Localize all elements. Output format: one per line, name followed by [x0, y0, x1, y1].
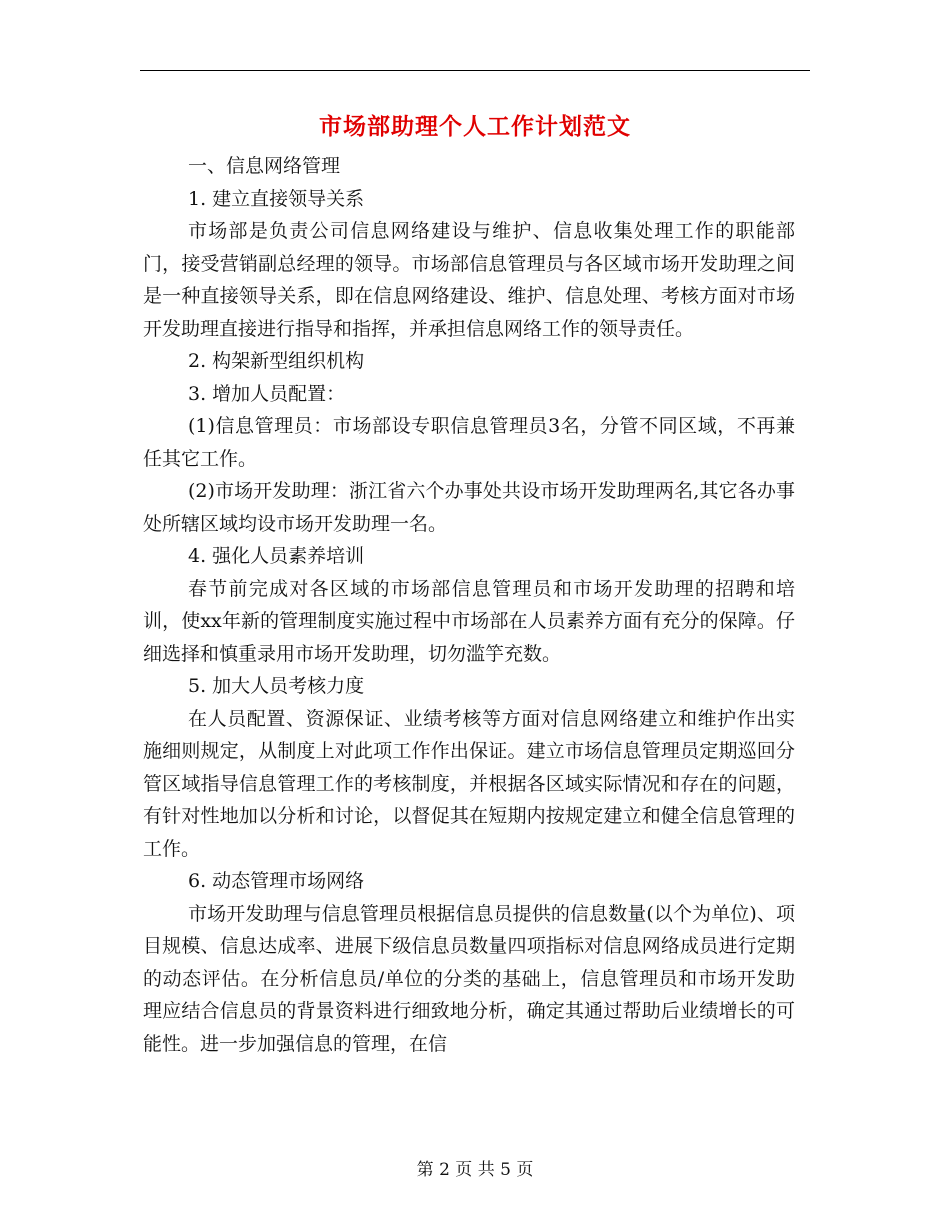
subsection-heading: 1. 建立直接领导关系 — [188, 187, 365, 210]
body-paragraph: 在人员配置、资源保证、业绩考核等方面对信息网络建立和维护作出实施细则规定，从制度上对此项工作作出保证。建立市场信息管理员定期巡回分管区域指导信息管理工作的考核制度，并根据各区域实际情况和存在的问题，有针对性地加以分析和讨论，以督促其在短期内按规定建立和健全信息管理的工作。 — [143, 707, 795, 860]
subsection-heading: 5. 加大人员考核力度 — [188, 675, 365, 697]
document-title: 市场部助理个人工作计划范文 — [319, 114, 631, 140]
body-paragraph: 春节前完成对各区域的市场部信息管理员和市场开发助理的招聘和培训，使xx年新的管理制度实施过程中市场部在人员素养方面有充分的保障。仔细选择和慎重录用市场开发助理，切勿滥竽充数。 — [143, 577, 795, 665]
header-rule — [140, 70, 810, 71]
subsection-heading: 3. 增加人员配置： — [188, 382, 346, 405]
document-body — [143, 150, 795, 1060]
body-paragraph: (1)信息管理员：市场部设专职信息管理员3名，分管不同区域，不再兼任其它工作。 — [143, 415, 795, 470]
section-heading: 一、信息网络管理 — [188, 155, 341, 177]
body-paragraph: (2)市场开发助理：浙江省六个办事处共设市场开发助理两名,其它各办事处所辖区域均设市场开发助理一名。 — [143, 480, 795, 535]
subsection-heading: 4. 强化人员素养培训 — [188, 545, 365, 567]
subsection-heading: 2. 构架新型组织机构 — [188, 350, 365, 372]
page-number: 第 2 页 共 5 页 — [416, 1160, 534, 1180]
body-paragraph: 市场开发助理与信息管理员根据信息员提供的信息数量(以个为单位)、项目规模、信息达成率、进展下级信息员数量四项指标对信息网络成员进行定期的动态评估。在分析信息员/单位的分类的基础上，信息管理员和市场开发助理应结合信息员的背景资料进行细致地分析，确定其通过帮助后业绩增长的可能性。进一步加强信息的管理，在信 — [143, 902, 795, 1055]
subsection-heading: 6. 动态管理市场网络 — [188, 870, 365, 892]
body-paragraph: 市场部是负责公司信息网络建设与维护、信息收集处理工作的职能部门，接受营销副总经理的领导。市场部信息管理员与各区域市场开发助理之间是一种直接领导关系，即在信息网络建设、维护、信息处理、考核方面对市场开发助理直接进行指导和指挥，并承担信息网络工作的领导责任。 — [143, 220, 795, 340]
